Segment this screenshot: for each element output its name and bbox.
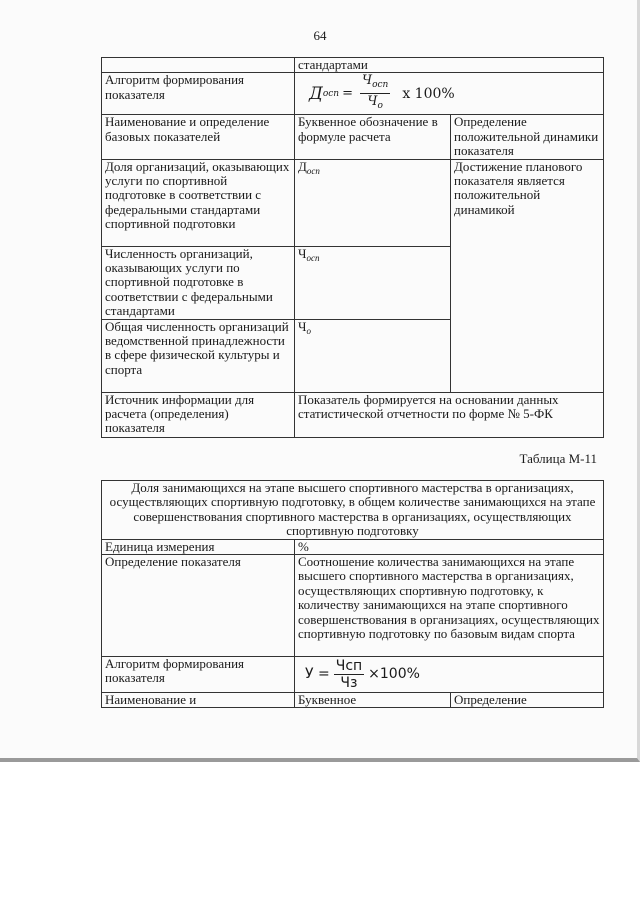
formula-cell: [295, 657, 604, 693]
formula: [305, 658, 420, 691]
algorithm-row: [102, 73, 604, 115]
unit-label: Единица измерения: [102, 539, 295, 554]
row-name: Доля организаций, оказывающих услуги по спортивной подготовке в соответствии с федеральными стандартами спортивной подготовки: [102, 159, 295, 246]
dynamics-cell: Достижение планового показателя является положительной динамикой: [451, 159, 604, 392]
source-label: Источник информации для расчета (определения) показателя: [102, 392, 295, 437]
row-symbol: $Ч_{осп}$: [295, 246, 451, 319]
table-row: [102, 58, 604, 73]
definition-row: [102, 555, 604, 657]
formula-denominator: Чз: [340, 675, 358, 692]
row-name: Общая численность организаций ведомственной принадлежности в сфере физической культуры и спорта: [102, 319, 295, 392]
formula: Д осп = $\frac{Ч_{осп}}{Ч_о}$ х 100%: [309, 73, 455, 114]
definition-value: Соотношение количества занимающихся на этапе высшего спортивного мастерства в организациях, осуществляющих спортивную подготовку, к количеству занимающихся на этапе спортивного совершенствования в организациях, осуществляющих спортивную подготовку по базовым видам спорта: [295, 555, 604, 657]
formula-fraction: [360, 73, 390, 114]
indicator-title: Доля занимающихся на этапе высшего спортивного мастерства в организациях, осуществляющих спортивную подготовку, в общем количестве занимающихся на этапе совершенствования спортивного мастерства в организациях, осуществляющих спортивную подготовку: [102, 481, 604, 540]
table-row: [102, 159, 604, 246]
row-symbol: $Ч_о$: [295, 319, 451, 392]
header-col2: Буквенное: [295, 693, 451, 708]
page-number: 64: [313, 28, 327, 43]
header-row: [102, 693, 604, 708]
source-value: Показатель формируется на основании данных статистической отчетности по форме № 5-ФК: [295, 392, 604, 437]
row-name: Численность организаций, оказывающих услуги по спортивной подготовке в соответствии с федеральными стандартами: [102, 246, 295, 319]
definition-label: Определение показателя: [102, 555, 295, 657]
formula-lhs: Д: [309, 83, 323, 104]
header-col1: Наименование и определение базовых показателей: [102, 115, 295, 159]
formula-numerator-sub: осп: [372, 80, 389, 91]
formula-numerator: Ч: [362, 73, 373, 89]
indicator-table-continued: [101, 57, 604, 438]
header-col3: Определение: [451, 693, 604, 708]
algorithm-label: Алгоритм формирования показателя: [102, 657, 295, 693]
row-symbol: $Д_{осп}$: [295, 159, 451, 246]
formula-fraction: [334, 658, 364, 691]
header-col2: Буквенное обозначение в формуле расчета: [295, 115, 451, 159]
formula-denominator: Ч: [367, 94, 378, 110]
formula-denominator-sub: о: [377, 101, 383, 112]
indicator-table-m11: [101, 480, 604, 708]
header-col3: Определение положительной динамики показателя: [451, 115, 604, 159]
table-caption: Таблица М-11: [519, 451, 597, 466]
header-col1: Наименование и: [102, 693, 295, 708]
algorithm-label: Алгоритм формирования показателя: [102, 73, 295, 115]
formula-tail: х 100%: [402, 85, 455, 102]
title-row: [102, 481, 604, 540]
formula-lhs: У =: [305, 666, 330, 683]
formula-cell: [295, 73, 604, 115]
header-row: [102, 115, 604, 159]
unit-row: [102, 539, 604, 554]
source-row: [102, 392, 604, 437]
top-cell: стандартами: [295, 58, 604, 73]
formula-numerator: Чсп: [335, 658, 363, 675]
algorithm-row: [102, 657, 604, 693]
formula-lhs-sub: осп: [322, 88, 340, 99]
formula-tail: ×100%: [368, 666, 420, 683]
unit-value: %: [295, 539, 604, 554]
